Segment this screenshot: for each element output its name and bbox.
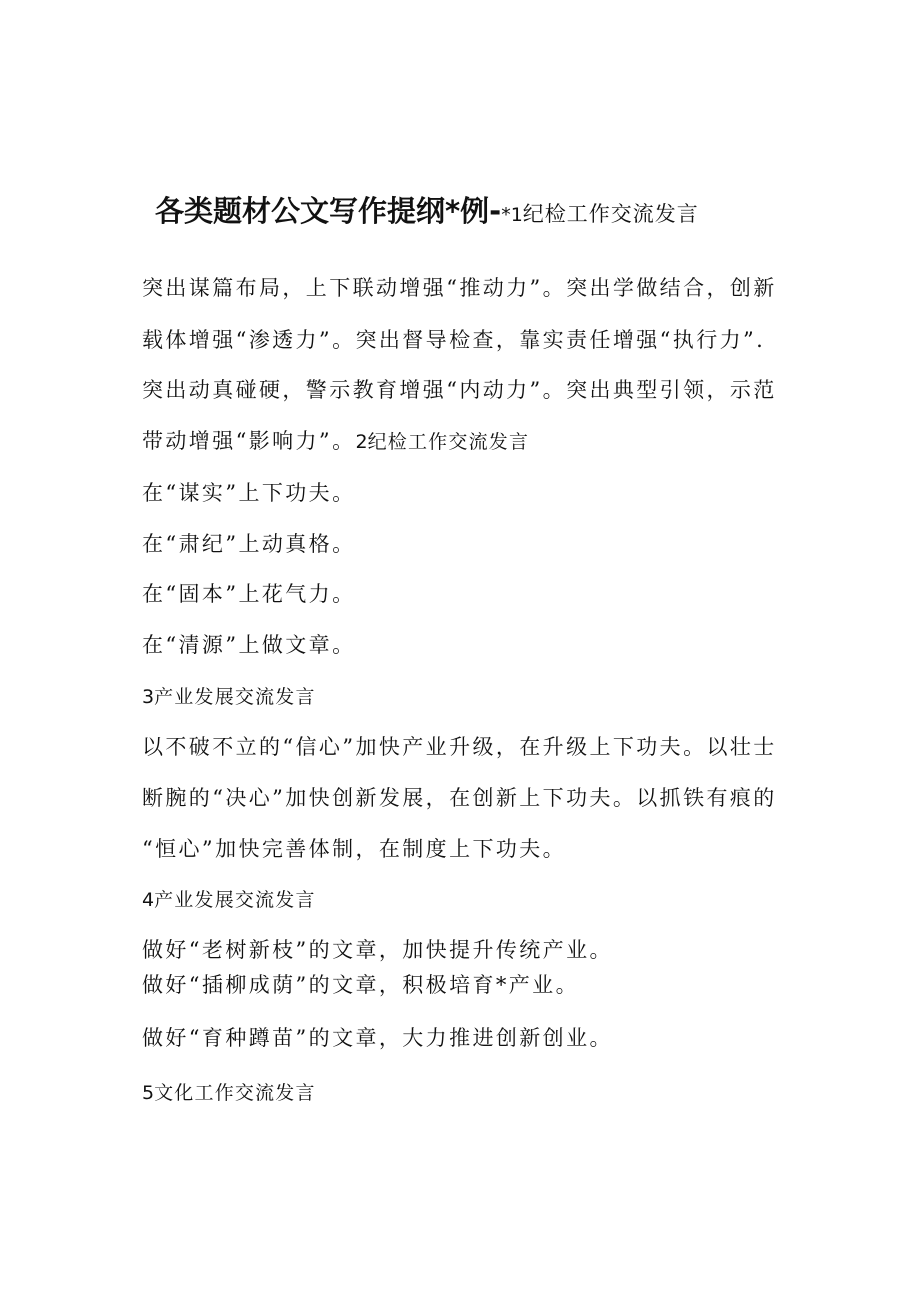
paragraph-line: 载体增强“渗透力”。突出督导检查，靠实责任增强“执行力”. <box>142 328 766 352</box>
paragraph-line: 断腕的“决心”加快创新发展，在创新上下功夫。以抓铁有痕的 <box>142 786 777 810</box>
section-heading: 产业发展交流发言 <box>154 889 316 911</box>
list-item: 在“肃纪”上动真格。 <box>142 532 356 556</box>
title-main: 各类题材公文写作提纲*例- <box>155 194 502 228</box>
section-heading-line <box>142 884 316 915</box>
title-number: *1 <box>501 204 523 226</box>
section-heading: 文化工作交流发言 <box>154 1082 316 1104</box>
section-number: 5 <box>142 1082 155 1104</box>
list-item: 做好“育种蹲苗”的文章，大力推进创新创业。 <box>142 1026 613 1050</box>
section-number: 3 <box>142 686 155 708</box>
paragraph-line: 突出动真碰硬，警示教育增强“内动力”。突出典型引领，示范 <box>142 378 777 402</box>
list-item: 在“固本”上花气力。 <box>142 582 356 606</box>
list-item: 做好“老树新枝”的文章，加快提升传统产业。 <box>142 938 613 962</box>
paragraph-line: 突出谋篇布局，上下联动增强“推动力”。突出学做结合，创新 <box>142 276 777 300</box>
paragraph-text: 带动增强“影响力”。 <box>142 429 356 453</box>
section-heading-line <box>142 681 316 712</box>
title-subheading: 纪检工作交流发言 <box>522 202 699 226</box>
list-item: 做好“插柳成荫”的文章，积极培育*产业。 <box>142 973 579 997</box>
section-number: 4 <box>142 889 155 911</box>
list-item: 在“清源”上做文章。 <box>142 633 356 657</box>
list-item: 在“谋实”上下功夫。 <box>142 481 356 505</box>
section-number: 2 <box>355 431 368 453</box>
paragraph-line: 以不破不立的“信心”加快产业升级，在升级上下功夫。以壮士 <box>142 735 777 759</box>
paragraph-line: “恒心”加快完善体制，在制度上下功夫。 <box>142 837 567 861</box>
document-title <box>155 193 895 234</box>
section-heading: 产业发展交流发言 <box>154 686 316 708</box>
section-heading: 纪检工作交流发言 <box>367 431 530 453</box>
section-heading-line <box>142 1077 316 1108</box>
paragraph-line <box>142 426 529 457</box>
